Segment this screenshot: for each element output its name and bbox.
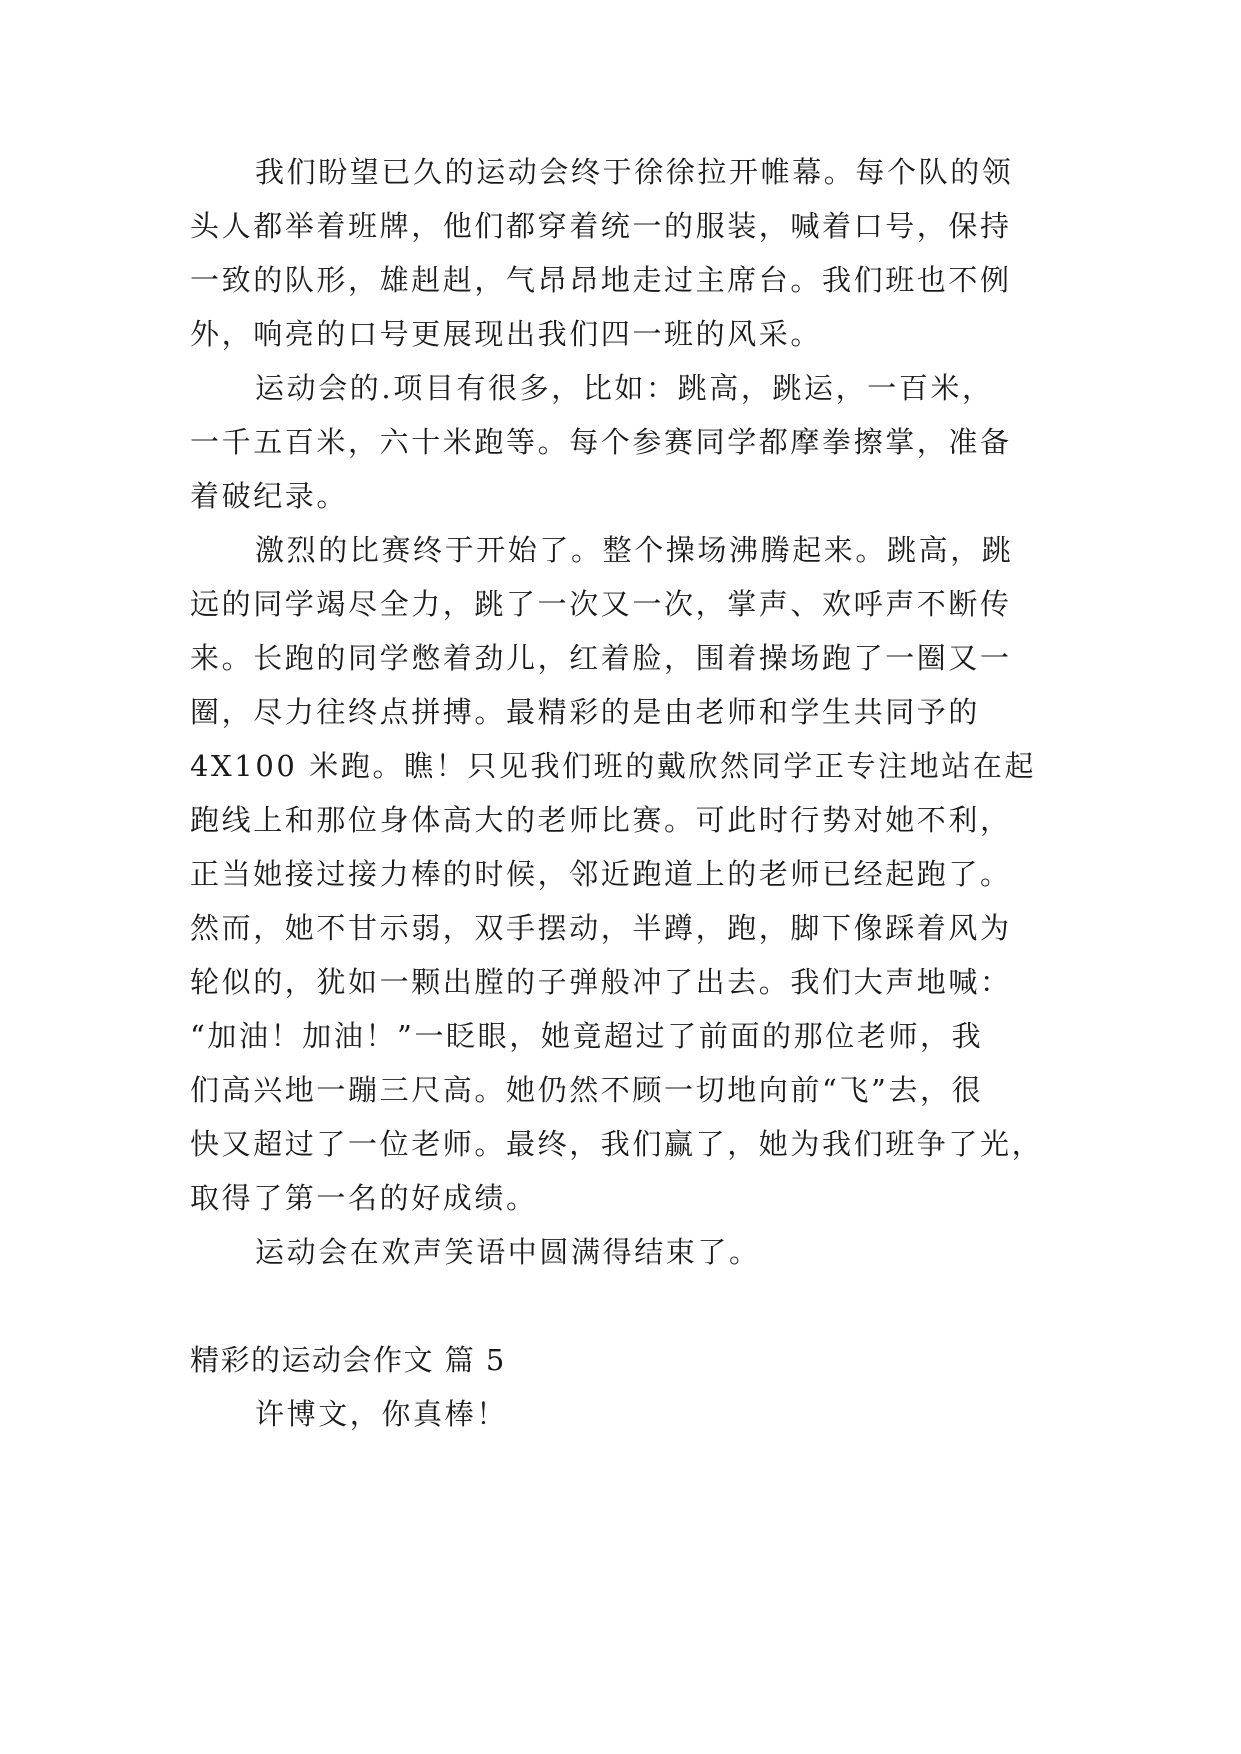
paragraph-1-line-3: 一致的队形，雄赳赳，气昂昂地走过主席台。我们班也不例: [190, 263, 1012, 297]
paragraph-3-line-4: 圈，尽力往终点拼搏。最精彩的是由老师和学生共同予的: [190, 695, 981, 729]
next-paragraph-line-1: 许博文，你真棒！: [255, 1397, 508, 1431]
paragraph-3-line-3: 来。长跑的同学憋着劲儿，红着脸，围着操场跑了一圈又一: [190, 641, 1012, 675]
paragraph-3-line-9: 轮似的，犹如一颗出膛的子弹般冲了出去。我们大声地喊：: [190, 965, 1012, 999]
paragraph-2-line-1: 运动会的.项目有很多，比如：跳高，跳运，一百米，: [255, 371, 994, 405]
paragraph-1-line-4: 外，响亮的口号更展现出我们四一班的风采。: [190, 317, 823, 351]
paragraph-3-line-5: 4X100 米跑。瞧！只见我们班的戴欣然同学正专注地站在起: [190, 749, 1037, 783]
section-heading: 精彩的运动会作文 篇 5: [190, 1343, 506, 1377]
paragraph-3-line-7: 正当她接过接力棒的时候，邻近跑道上的老师已经起跑了。: [190, 857, 1012, 891]
paragraph-3-line-11: 们高兴地一蹦三尺高。她仍然不顾一切地向前“飞”去，很: [190, 1073, 984, 1107]
paragraph-3-line-13: 取得了第一名的好成绩。: [190, 1181, 538, 1215]
paragraph-1-line-2: 头人都举着班牌，他们都穿着统一的服装，喊着口号，保持: [190, 209, 1012, 243]
paragraph-4-line-1: 运动会在欢声笑语中圆满得结束了。: [255, 1235, 761, 1269]
paragraph-3-line-6: 跑线上和那位身体高大的老师比赛。可此时行势对她不利，: [190, 803, 1012, 837]
paragraph-2-line-2: 一千五百米，六十米跑等。每个参赛同学都摩拳擦掌，准备: [190, 425, 1012, 459]
paragraph-3-line-8: 然而，她不甘示弱，双手摆动，半蹲，跑，脚下像踩着风为: [190, 911, 1012, 945]
paragraph-3-line-12: 快又超过了一位老师。最终，我们赢了，她为我们班争了光，: [190, 1127, 1044, 1161]
paragraph-3-line-1: 激烈的比赛终于开始了。整个操场沸腾起来。跳高，跳: [255, 533, 1014, 567]
paragraph-2-line-3: 着破纪录。: [190, 479, 349, 513]
paragraph-1-line-1: 我们盼望已久的运动会终于徐徐拉开帷幕。每个队的领: [255, 155, 1014, 189]
paragraph-3-line-2: 远的同学竭尽全力，跳了一次又一次，掌声、欢呼声不断传: [190, 587, 1012, 621]
paragraph-3-line-10: “加油！加油！”一眨眼，她竟超过了前面的那位老师，我: [190, 1019, 984, 1053]
